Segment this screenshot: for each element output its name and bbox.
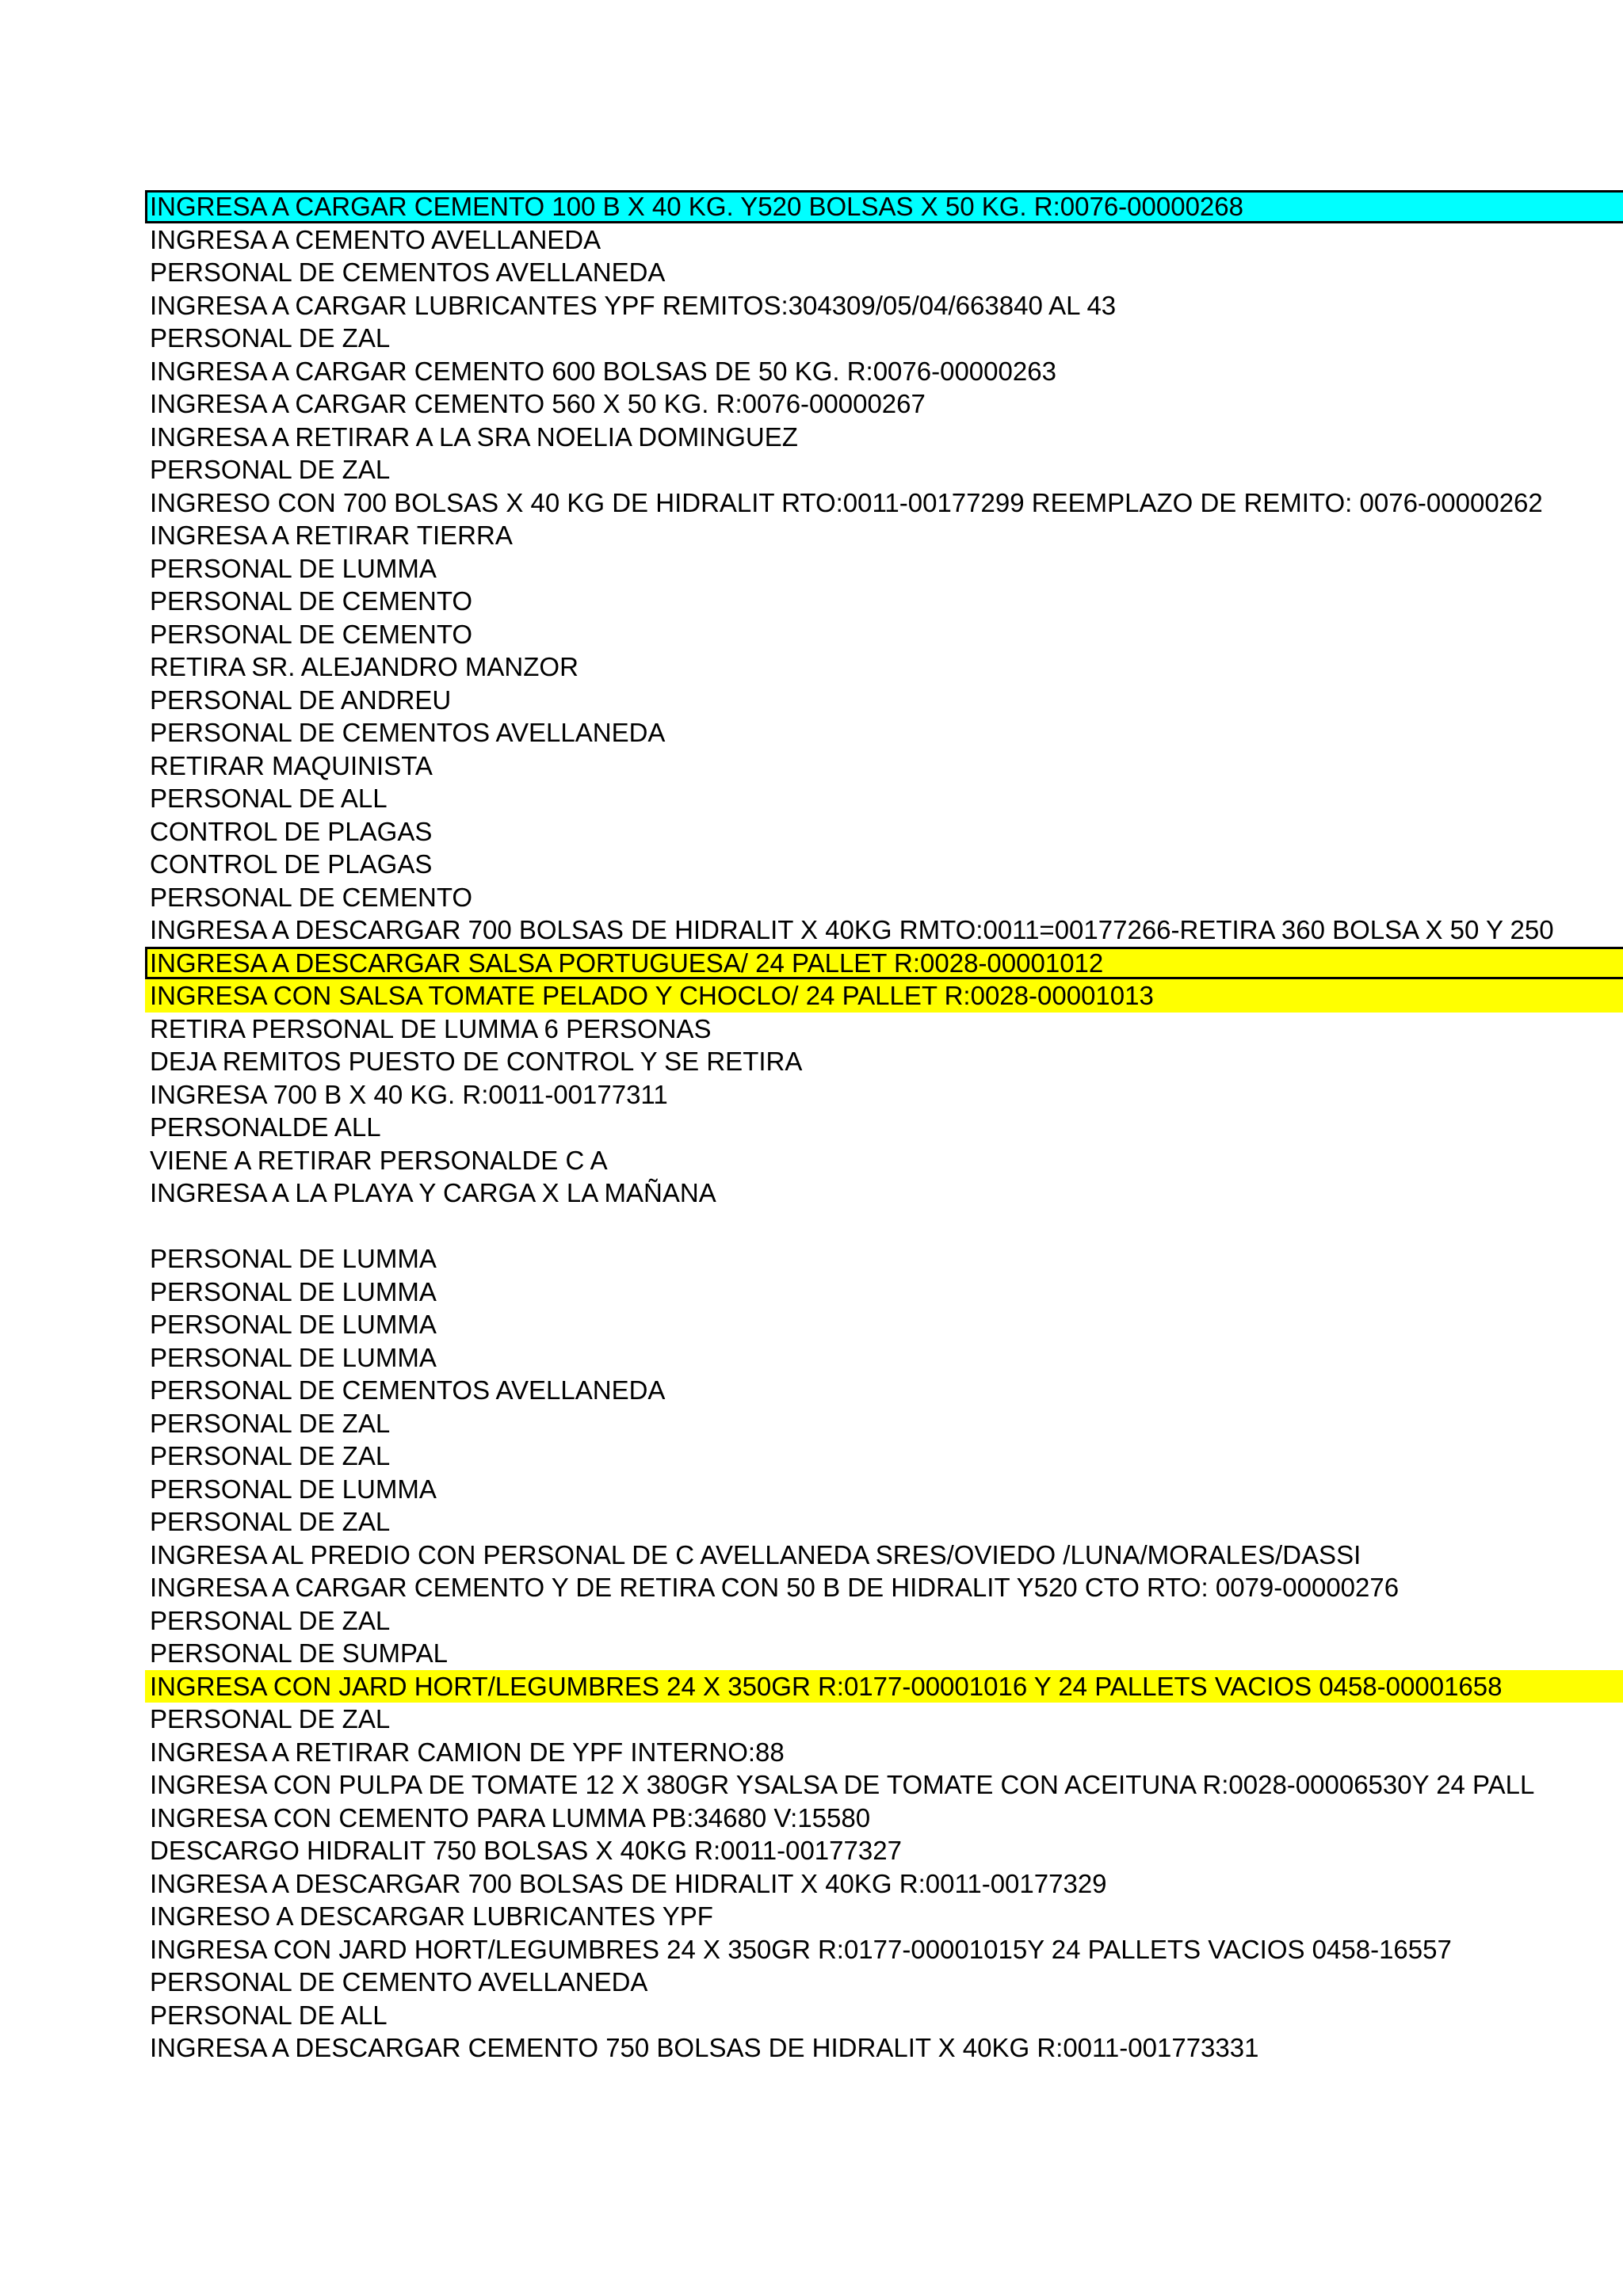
entry-row: INGRESA 700 B X 40 KG. R:0011-00177311 [150,1079,668,1109]
entry-row: PERSONAL DE SUMPAL [150,1638,448,1668]
entry-row: PERSONAL DE ZAL [150,323,391,353]
entry-row: INGRESA A DESCARGAR CEMENTO 750 BOLSAS DE HIDRALIT X 40KG R:0011-001773331 [150,2033,1259,2062]
entry-row: INGRESA A CEMENTO AVELLANEDA [150,224,601,254]
entry-row: INGRESO A DESCARGAR LUBRICANTES YPF [150,1901,713,1931]
entry-row: INGRESA A CARGAR CEMENTO 100 B X 40 KG. Y520 BOLSAS X 50 KG. R:0076-00000268 [145,190,1623,223]
entry-row: PERSONAL DE LUMMA [150,1310,437,1339]
entry-row: PERSONAL DE ZAL [150,1605,391,1635]
entry-row: INGRESA A CARGAR CEMENTO Y DE RETIRA CON 50 B DE HIDRALIT Y520 CTO RTO: 0079-00000276 [150,1573,1400,1602]
entry-row: PERSONAL DE CEMENTO [150,619,473,649]
entry-row: RETIRAR MAQUINISTA [150,750,433,780]
entry-row: PERSONAL DE ZAL [150,1408,391,1438]
entry-row: PERSONAL DE CEMENTO AVELLANEDA [150,1967,648,1997]
entry-row: INGRESA CON CEMENTO PARA LUMMA PB:34680 V:15580 [150,1802,871,1833]
entry-row: PERSONAL DE LUMMA [150,1474,437,1504]
entry-row: INGRESA AL PREDIO CON PERSONAL DE C AVELLANEDA SRES/OVIEDO /LUNA/MORALES/DASSI [150,1539,1361,1569]
entry-row: DESCARGO HIDRALIT 750 BOLSAS X 40KG R:0011-00177327 [150,1836,902,1865]
entry-row: PERSONAL DE CEMENTOS AVELLANEDA [150,1375,666,1405]
entry-row: PERSONAL DE ZAL [150,1441,391,1470]
entry-row: INGRESA A LA PLAYA Y CARGA X LA MAÑANA [150,1178,716,1207]
entry-row: INGRESA A CARGAR CEMENTO 600 BOLSAS DE 50 KG. R:0076-00000263 [150,356,1056,386]
entry-row: PERSONAL DE LUMMA [150,553,437,583]
blank-row [145,1210,1623,1243]
entry-row: PERSONAL DE LUMMA [150,1276,437,1306]
entry-row: INGRESA A DESCARGAR 700 BOLSAS DE HIDRALIT X 40KG R:0011-00177329 [150,1868,1107,1898]
entry-row: INGRESA A DESCARGAR SALSA PORTUGUESA/ 24 PALLET R:0028-00001012 [145,947,1623,980]
entry-row: INGRESA A RETIRAR A LA SRA NOELIA DOMINGUEZ [150,421,798,452]
entry-row: PERSONAL DE CEMENTO [150,882,473,912]
entry-row: INGRESA A CARGAR LUBRICANTES YPF REMITOS:304309/05/04/663840 AL 43 [150,290,1117,320]
entry-row: PERSONAL DE ALL [150,2000,388,2030]
entry-row: INGRESA CON PULPA DE TOMATE 12 X 380GR YSALSA DE TOMATE CON ACEITUNA R:0028-00006530Y 24 PALL [150,1770,1535,1799]
entry-row: PERSONAL DE LUMMA [150,1244,437,1273]
entry-row: RETIRA SR. ALEJANDRO MANZOR [150,652,579,681]
entry-row: RETIRA PERSONAL DE LUMMA 6 PERSONAS [150,1013,712,1043]
entry-row: CONTROL DE PLAGAS [150,849,433,879]
entry-row: INGRESA CON SALSA TOMATE PELADO Y CHOCLO/ 24 PALLET R:0028-00001013 [145,979,1623,1013]
entry-row: INGRESA CON JARD HORT/LEGUMBRES 24 X 350GR R:0177-00001015Y 24 PALLETS VACIOS 0458-16557 [150,1934,1452,1964]
entry-row: PERSONAL DE LUMMA [150,1342,437,1372]
entry-row: INGRESA A RETIRAR CAMION DE YPF INTERNO:88 [150,1737,785,1767]
entry-row: PERSONAL DE ZAL [150,1704,391,1733]
entry-row: PERSONAL DE CEMENTOS AVELLANEDA [150,257,666,287]
entry-row: VIENE A RETIRAR PERSONALDE C A [150,1145,608,1175]
entry-row: PERSONAL DE ZAL [150,455,391,484]
entry-row: PERSONAL DE CEMENTOS AVELLANEDA [150,718,666,747]
entry-row: INGRESO CON 700 BOLSAS X 40 KG DE HIDRALIT RTO:0011-00177299 REEMPLAZO DE REMITO: 0076-00000262 [150,487,1543,517]
entry-list [145,190,1623,2065]
entry-row: PERSONAL DE ALL [150,784,388,813]
entry-row: PERSONAL DE ANDREU [150,685,452,715]
entry-row: INGRESA A RETIRAR TIERRA [150,521,513,550]
entry-row: PERSONAL DE CEMENTO [150,586,473,616]
entry-row: INGRESA CON JARD HORT/LEGUMBRES 24 X 350GR R:0177-00001016 Y 24 PALLETS VACIOS 0458-00001658 [145,1670,1623,1703]
entry-row: DEJA REMITOS PUESTO DE CONTROL Y SE RETIRA [150,1047,803,1076]
entry-row: CONTROL DE PLAGAS [150,816,433,846]
entry-row: INGRESA A DESCARGAR 700 BOLSAS DE HIDRALIT X 40KG RMTO:0011=00177266-RETIRA 360 BOLSA X 50 Y 250 [150,915,1554,944]
entry-row: PERSONAL DE ZAL [150,1507,391,1536]
entry-row: INGRESA A CARGAR CEMENTO 560 X 50 KG. R:0076-00000267 [150,389,926,418]
entry-row: PERSONALDE ALL [150,1112,381,1142]
